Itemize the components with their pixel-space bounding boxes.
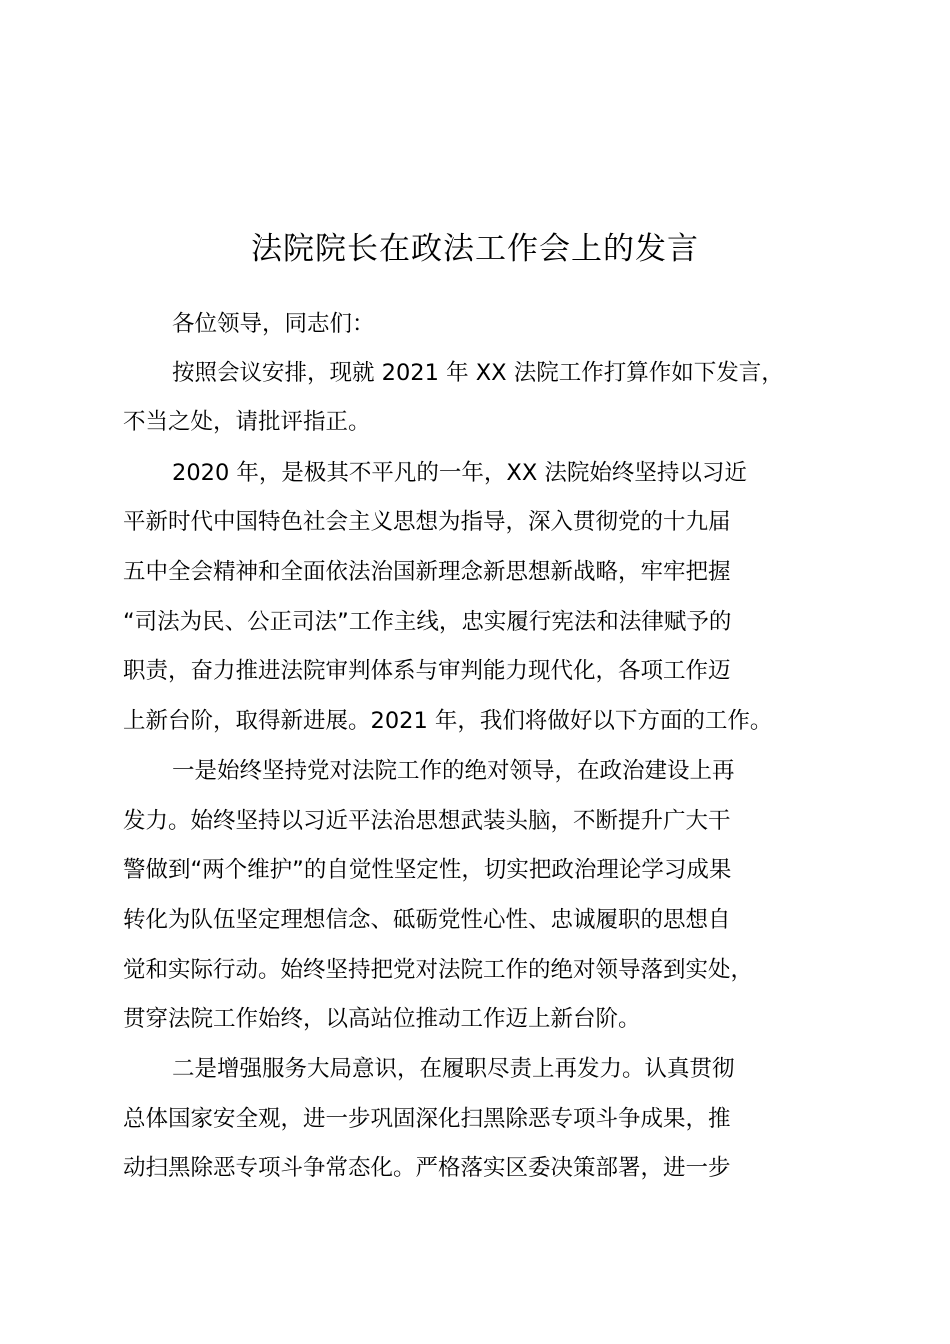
body-line: 平新时代中国特色社会主义思想为指导，深入贯彻党的十九届 [123, 509, 731, 535]
body-line: 总体国家安全观，进一步巩固深化扫黑除恶专项斗争成果，推 [123, 1106, 731, 1132]
body-line: 五中全会精神和全面依法治国新理念新思想新战略，牢牢把握 [123, 559, 731, 585]
body-line: 上新台阶，取得新进展。2021 年，我们将做好以下方面的工作。 [123, 708, 773, 734]
body-line: 发力。始终坚持以习近平法治思想武装头脑，不断提升广大干 [123, 808, 731, 834]
body-line: 一是始终坚持党对法院工作的绝对领导，在政治建设上再 [172, 758, 735, 784]
body-line: 职责，奋力推进法院审判体系与审判能力现代化，各项工作迈 [123, 658, 731, 684]
body-line: 贯穿法院工作始终，以高站位推动工作迈上新台阶。 [123, 1006, 641, 1032]
body-line: 不当之处，请批评指正。 [123, 409, 371, 435]
body-line: 觉和实际行动。始终坚持把党对法院工作的绝对领导落到实处， [123, 957, 754, 983]
document-title: 法院院长在政法工作会上的发言 [251, 231, 699, 267]
body-line: 二是增强服务大局意识，在履职尽责上再发力。认真贯彻 [172, 1056, 735, 1082]
body-line: 按照会议安排，现就 2021 年 XX 法院工作打算作如下发言， [172, 360, 784, 386]
body-line: “司法为民、公正司法”工作主线，忠实履行宪法和法律赋予的 [123, 609, 732, 635]
salutation-line: 各位领导，同志们： [172, 311, 375, 337]
body-line: 动扫黑除恶专项斗争常态化。严格落实区委决策部署，进一步 [123, 1155, 731, 1181]
body-line: 2020 年，是极其不平凡的一年，XX 法院始终坚持以习近 [172, 460, 747, 486]
body-line: 转化为队伍坚定理想信念、砥砺党性心性、忠诚履职的思想自 [123, 907, 731, 933]
body-line: 警做到“两个维护”的自觉性坚定性，切实把政治理论学习成果 [123, 857, 732, 883]
